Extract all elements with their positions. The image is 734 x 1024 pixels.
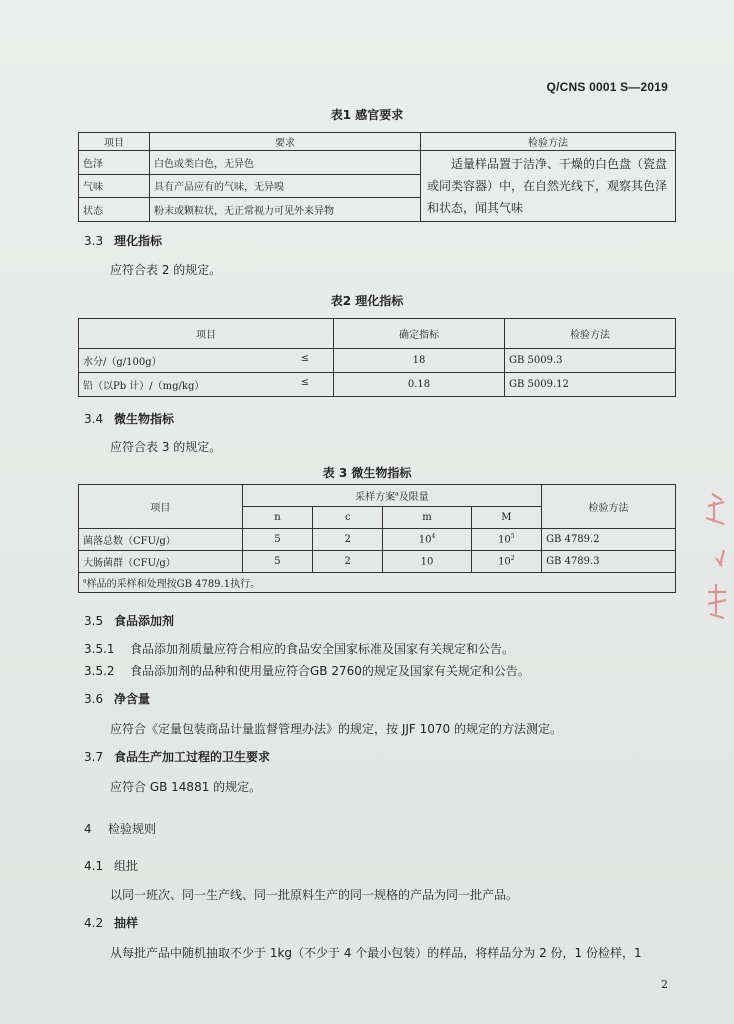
table1-cell-method: 适量样品置于洁净、干燥的白色盘（瓷盘或同类容器）中，在自然光线下，观察其色泽和状态，闻其气味 <box>421 151 676 222</box>
section-title: 净含量 <box>114 692 151 706</box>
table3-header-item: 项目 <box>79 485 243 529</box>
section-4-1-heading <box>84 857 138 874</box>
table2-cell-method: GB 5009.3 <box>505 349 676 373</box>
table3-cell-item: 大肠菌群（CFU/g） <box>79 551 243 573</box>
footnote-text: 样品的采样和处理按GB 4789.1执行。 <box>86 579 261 590</box>
table3-header-method: 检验方法 <box>542 485 676 529</box>
section-number: 3.5 <box>84 614 104 628</box>
table2-header-value: 确定指标 <box>334 319 505 349</box>
section-3-3-heading <box>84 232 162 249</box>
section-text: 食品添加剂质量应符合相应的食品安全国家标准及国家有关规定和公告。 <box>130 642 515 656</box>
section-3-4-heading <box>84 410 174 427</box>
section-text: 食品添加剂的品种和使用量应符合GB 2760的规定及国家有关规定和公告。 <box>130 664 530 678</box>
le-symbol: ≤ <box>300 353 309 364</box>
section-title: 检验规则 <box>108 822 157 836</box>
table3-cell-method: GB 4789.2 <box>542 529 676 551</box>
plan-label: 采样方案 <box>355 492 396 503</box>
table3-cell-m <box>383 551 471 573</box>
plan-label-tail: 及限量 <box>398 492 429 503</box>
M-base: 10 <box>498 534 511 546</box>
section-title: 理化指标 <box>114 234 163 248</box>
section-title: 组批 <box>114 859 139 873</box>
table3-cell-M <box>471 529 541 551</box>
table3-microbial <box>78 484 676 593</box>
table1-cell-req: 粉末或颗粒状，无正常视力可见外来异物 <box>150 198 421 222</box>
table2-physicochemical <box>78 318 676 397</box>
section-number: 3.5.2 <box>84 664 115 678</box>
section-title: 食品生产加工过程的卫生要求 <box>114 750 271 764</box>
table3-cell-item: 菌落总数（CFU/g） <box>79 529 243 551</box>
item-label: 水分/（g/100g） <box>83 357 162 368</box>
table1-cell-item: 气味 <box>79 174 150 198</box>
section-title: 食品添加剂 <box>114 614 175 628</box>
section-number: 3.7 <box>84 750 104 764</box>
m-exp: 4 <box>431 533 436 541</box>
table3-sub-n: n <box>242 507 312 529</box>
M-base: 10 <box>498 556 511 568</box>
section-4-2-text: 从每批产品中随机抽取不少于 1kg（不少于 4 个最小包装）的样品，将样品分为 2 份，1 份检样，1 <box>110 946 642 960</box>
table3-cell-m <box>383 529 471 551</box>
table1-cell-req: 具有产品应有的气味，无异嗅 <box>150 174 421 198</box>
section-number: 3.6 <box>84 692 104 706</box>
section-3-5-1 <box>84 640 514 657</box>
section-number: 4 <box>84 822 92 836</box>
table1-cell-item: 状态 <box>79 198 150 222</box>
section-3-7-heading <box>84 748 270 765</box>
M-exp: 5 <box>510 533 515 541</box>
table3-cell-method: GB 4789.3 <box>542 551 676 573</box>
item-label: 铅（以Pb 计）/（mg/kg） <box>83 381 205 392</box>
section-4-2-heading <box>84 914 138 931</box>
section-title: 抽样 <box>114 916 139 930</box>
page-number: 2 <box>661 978 668 991</box>
table3-sub-M: M <box>471 507 541 529</box>
section-3-7-text: 应符合 GB 14881 的规定。 <box>110 780 262 794</box>
section-number: 3.3 <box>84 234 104 248</box>
section-4-heading <box>84 820 156 837</box>
table2-cell-item <box>79 349 334 373</box>
section-number: 3.4 <box>84 412 104 426</box>
table3-cell-c: 2 <box>313 551 383 573</box>
table3-cell-M <box>471 551 541 573</box>
section-3-6-heading <box>84 690 150 707</box>
table3-cell-n: 5 <box>242 551 312 573</box>
section-number: 3.5.1 <box>84 642 115 656</box>
table1-header-requirement: 要求 <box>150 133 421 151</box>
section-3-3-text: 应符合表 2 的规定。 <box>110 263 222 277</box>
table2-cell-item <box>79 373 334 397</box>
m-base: 10 <box>420 556 434 568</box>
section-title: 微生物指标 <box>114 412 175 426</box>
table2-cell-method: GB 5009.12 <box>505 373 676 397</box>
plan-footnote-mark: a <box>395 490 399 498</box>
footnote-mark: a <box>83 577 87 585</box>
m-base: 10 <box>418 534 432 546</box>
section-3-6-text: 应符合《定量包装商品计量监督管理办法》的规定，按 JJF 1070 的规定的方法测定。 <box>110 722 562 736</box>
le-symbol: ≤ <box>300 377 309 388</box>
section-3-5-heading <box>84 612 174 629</box>
seal-stamp-fragment <box>694 480 734 640</box>
table1-header-method: 检验方法 <box>421 133 676 151</box>
table3-caption: 表 3 微生物指标 <box>322 466 412 480</box>
table3-header-plan <box>242 485 541 507</box>
table2-cell-value: 0.18 <box>334 373 505 397</box>
table3-footnote <box>79 573 676 593</box>
M-exp: 2 <box>510 555 515 563</box>
table2-header-method: 检验方法 <box>505 319 676 349</box>
table1-cell-req: 白色或类白色，无异色 <box>150 151 421 175</box>
section-number: 4.2 <box>84 916 104 930</box>
document-number: Q/CNS 0001 S—2019 <box>546 80 668 94</box>
section-number: 4.1 <box>84 859 104 873</box>
table1-caption: 表1 感官要求 <box>330 108 404 122</box>
table3-sub-c: c <box>313 507 383 529</box>
table3-cell-c: 2 <box>313 529 383 551</box>
seal-stamp-icon <box>694 480 734 640</box>
section-3-5-2 <box>84 662 530 679</box>
table2-cell-value: 18 <box>334 349 505 373</box>
table1-header-item: 项目 <box>79 133 150 151</box>
table2-header-item: 项目 <box>79 319 334 349</box>
table3-cell-n: 5 <box>242 529 312 551</box>
table1-cell-item: 色泽 <box>79 151 150 175</box>
table2-caption: 表2 理化指标 <box>330 294 404 308</box>
section-3-4-text: 应符合表 3 的规定。 <box>110 440 222 454</box>
table3-sub-m: m <box>383 507 471 529</box>
section-4-1-text: 以同一班次、同一生产线、同一批原料生产的同一规格的产品为同一批产品。 <box>110 888 519 902</box>
table1-sensory <box>78 132 676 222</box>
